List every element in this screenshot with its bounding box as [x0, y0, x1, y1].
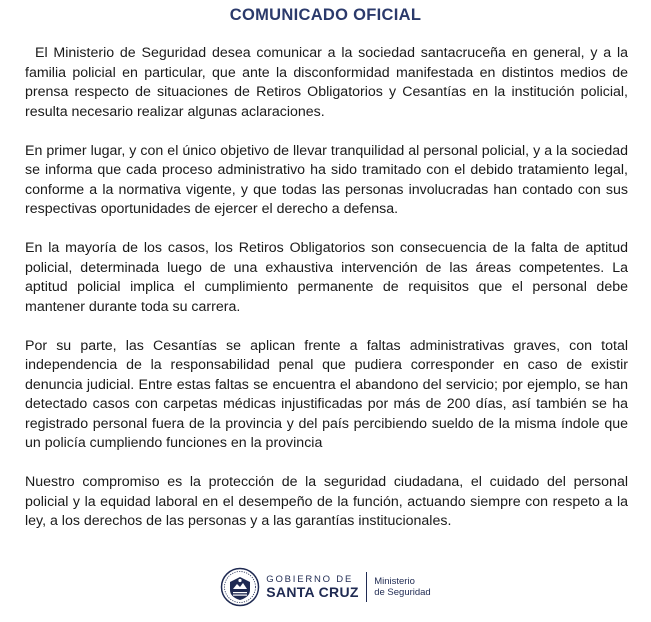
- paragraph-5: Nuestro compromiso es la protección de la seguridad ciudadana, el cuidado del personal policial y la equidad laboral en el desempeño de la función, actuando siempre con respeto a la ley, a los derechos de las personas y a las garantías institucionales.: [25, 474, 628, 529]
- ministry-line-2: de Seguridad: [374, 587, 431, 598]
- page-title: COMUNICADO OFICIAL: [229, 6, 422, 24]
- government-name: [266, 575, 358, 600]
- government-footer-logo: [0, 562, 651, 612]
- paragraph-1: El Ministerio de Seguridad desea comunicar a la sociedad santacruceña en general, y a la familia policial en particular, que ante la disconformidad manifestada en distintos medios de prensa respecto de situaciones de Retiros Obligatorios y Cesantías en la institución policial, resulta necesario realizar algunas aclaraciones.: [25, 45, 628, 120]
- province-name: SANTA CRUZ: [266, 583, 359, 600]
- ministry-name: [374, 576, 431, 599]
- paragraph-3: En la mayoría de los casos, los Retiros Obligatorios son consecuencia de la falta de aptitud policial, determinada luego de una exhaustiva intervención de las áreas competentes. La aptitud policial implica el cumplimiento permanente de requisitos que el personal debe mantener durante toda su carrera.: [25, 240, 628, 315]
- government-label: GOBIERNO DE: [266, 573, 354, 585]
- statement-body: [25, 44, 628, 551]
- ministry-line-1: Ministerio: [374, 575, 415, 587]
- provincial-seal-icon: [220, 567, 260, 607]
- paragraph-4: Por su parte, las Cesantías se aplican frente a faltas administrativas graves, con total independencia de la responsabilidad penal que pudiera corresponder en caso de existir denuncia judicial. Entre estas faltas se encuentra el abandono del servicio; por ejemplo, se han detectado casos con carpetas médicas injustificadas por más de 200 días, así también se ha registrado personal fuera de la provincia y del país percibiendo sueldo de la misma índole que un policía cumpliendo funciones en la provincia: [25, 337, 628, 451]
- logo-divider: [366, 572, 368, 602]
- paragraph-2: En primer lugar, y con el único objetivo de llevar tranquilidad al personal policial, y a la sociedad se informa que cada proceso administrativo ha sido tramitado con el debido tratamiento legal, conforme a la normativa vigente, y que todas las personas involucradas han contado con sus respectivas oportunidades de ejercer el derecho a defensa.: [25, 142, 628, 217]
